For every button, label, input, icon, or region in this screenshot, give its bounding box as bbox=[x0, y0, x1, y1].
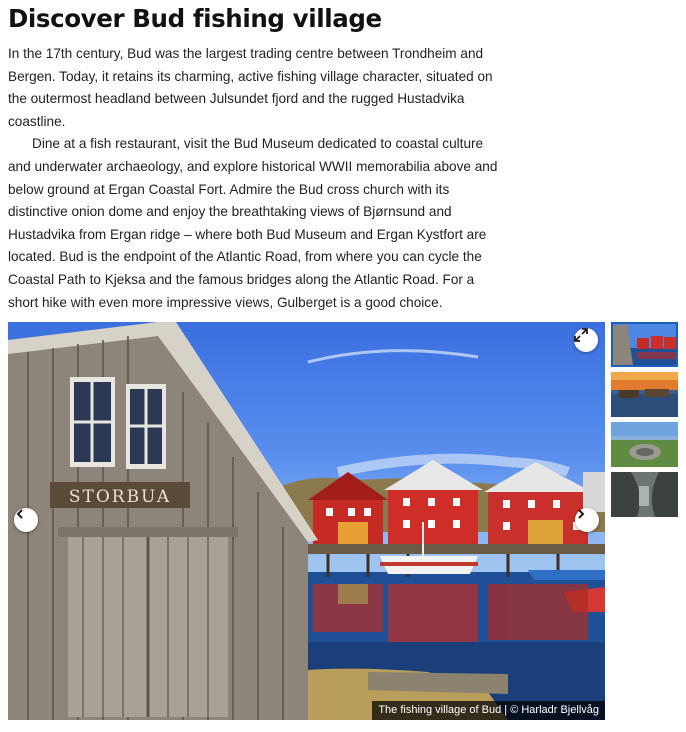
thumbnail-3[interactable] bbox=[611, 422, 678, 467]
article-body bbox=[8, 43, 508, 314]
storbua-sign: STORBUA bbox=[68, 487, 172, 507]
expand-button[interactable] bbox=[574, 328, 598, 352]
page-title: Discover Bud fishing village bbox=[8, 4, 382, 33]
image-caption: The fishing village of Bud | © Harladr Bjellvåg bbox=[372, 701, 605, 720]
thumbnail-2[interactable] bbox=[611, 372, 678, 417]
bud-village-photo bbox=[8, 322, 605, 720]
thumbnail-4[interactable] bbox=[611, 472, 678, 517]
previous-image-button[interactable] bbox=[14, 508, 38, 532]
intro-paragraph: In the 17th century, Bud was the largest trading centre between Trondheim and Bergen. Today, it retains its charming, active fishing village character, situated on the outermost headland between Julsundet fjord and the rugged Hustadvika coastline. bbox=[8, 46, 493, 129]
thumbnail-1[interactable] bbox=[611, 322, 678, 367]
chevron-left-icon bbox=[14, 508, 26, 520]
gallery-main-image[interactable] bbox=[8, 322, 605, 720]
details-paragraph: Dine at a fish restaurant, visit the Bud Museum dedicated to coastal culture and underwater archaeology, and explore historical WWII memorabilia above and below ground at Ergan Coastal Fort. Admire the Bud cross church with its distinctive onion dome and enjoy the breathtaking views of Bjørnsund and Hustadvika from Ergan ridge – where both Bud Museum and Ergan Kystfort are located. Bud is the endpoint of the Atlantic Road, from where you can cycle the Coastal Path to Kjeksa and the famous bridges along the Atlantic Road. For a short hike with even more impressive views, Gulberget is a good choice. bbox=[8, 136, 498, 310]
chevron-right-icon bbox=[575, 508, 587, 520]
next-image-button[interactable] bbox=[575, 508, 599, 532]
expand-icon bbox=[574, 328, 588, 342]
